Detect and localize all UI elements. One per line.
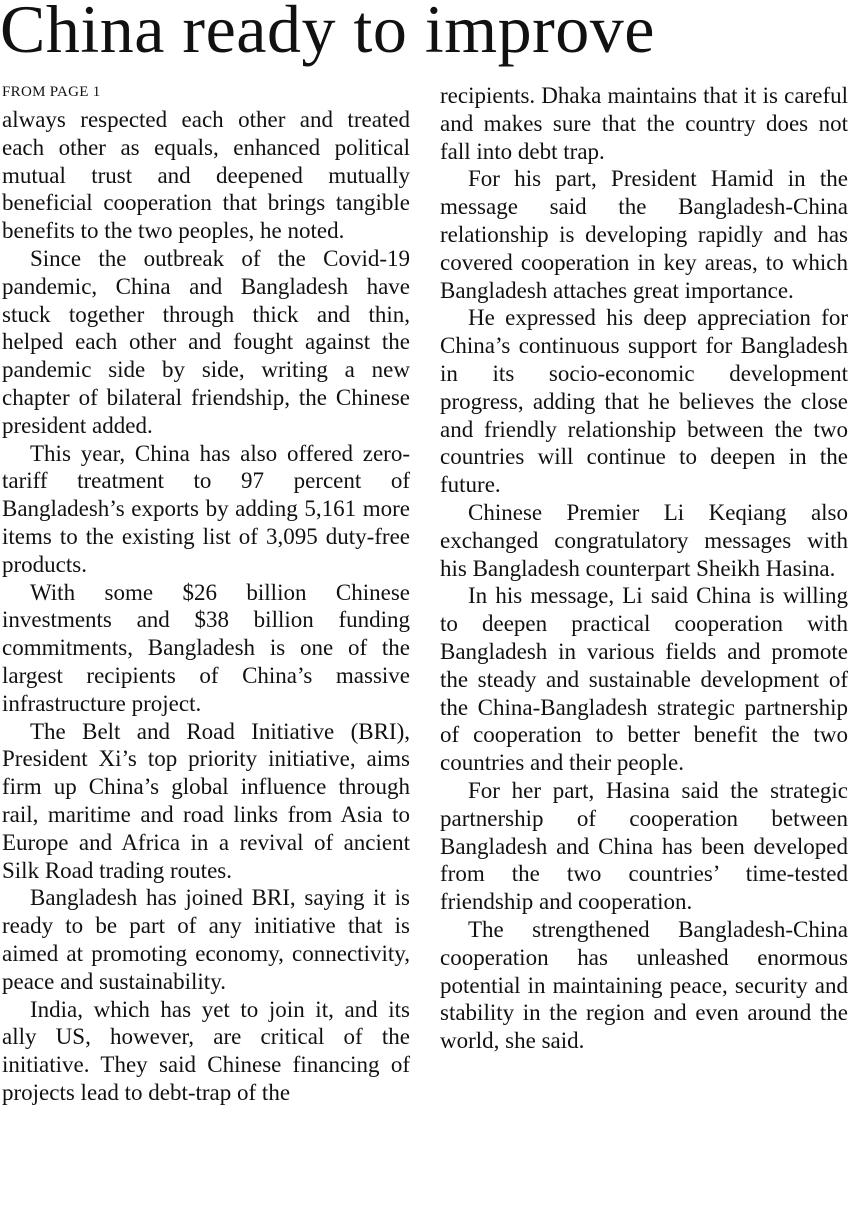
paragraph: Since the outbreak of the Covid-19 pandemic, China and Bangladesh have stuck together through thick and thin, helped each other and fought against the pandemic side by side, writing a new chapter of bilateral friendship, the Chinese president added. [2,245,410,438]
paragraph: Bangladesh has joined BRI, saying it is ready to be part of any initiative that is aimed at promoting economy, connectivity, peace and sustainability. [2,885,410,994]
headline: China ready to improve [0,0,655,67]
paragraph: This year, China has also offered zero-tariff treatment to 97 percent of Bangladesh’s exports by adding 5,161 more items to the existing list of 3,095 duty-free products. [2,440,410,577]
article-column-right [440,82,848,1055]
paragraph: For her part, Hasina said the strategic partnership of cooperation between Bangladesh and China has been developed from the two countries’ time-tested friendship and cooperation. [440,777,848,915]
paragraph: For his part, President Hamid in the message said the Bangladesh-China relationship is developing rapidly and has covered cooperation in key areas, to which Bangladesh attaches great importance. [440,166,848,303]
paragraph: With some $26 billion Chinese investments and $38 billion funding commitments, Bangladesh is one of the largest recipients of China’s massive infrastructure project. [2,579,410,716]
paragraph: He expressed his deep appreciation for China’s continuous support for Bangladesh in its socio-economic development progress, adding that he believes the close and friendly relationship between the two countries will continue to deepen in the future. [440,305,848,498]
paragraph: Chinese Premier Li Keqiang also exchanged congratulatory messages with his Bangladesh counterpart Sheikh Hasina. [440,499,848,581]
paragraph: The Belt and Road Initiative (BRI), President Xi’s top priority initiative, aims firm up China’s global influence through rail, maritime and road links from Asia to Europe and Africa in a revival of ancient Silk Road trading routes. [2,718,410,883]
paragraph: The strengthened Bangladesh-China cooperation has unleashed enormous potential in maintaining peace, security and stability in the region and even around the world, she said. [440,916,848,1054]
jump-label: FROM PAGE 1 [2,84,101,100]
article-column-left [2,106,410,1107]
paragraph: always respected each other and treated each other as equals, enhanced political mutual trust and deepened mutually beneficial cooperation that brings tangible benefits to the two peoples, he noted. [2,107,410,244]
paragraph: India, which has yet to join it, and its ally US, however, are critical of the initiative. They said Chinese financing of projects lead to debt-trap of the [2,996,410,1105]
paragraph: In his message, Li said China is willing to deepen practical cooperation with Bangladesh in various fields and promote the steady and sustainable development of the China-Bangladesh strategic partnership of cooperation to better benefit the two countries and their people. [440,583,848,776]
paragraph: recipients. Dhaka maintains that it is careful and makes sure that the country does not fall into debt trap. [440,83,848,164]
